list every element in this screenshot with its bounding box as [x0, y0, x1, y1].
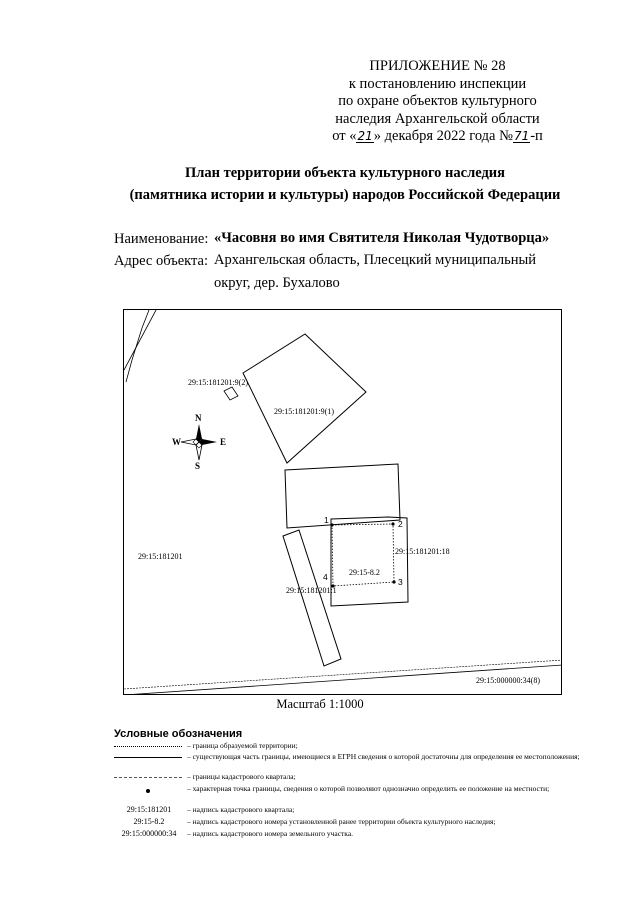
boundary-point-2: [391, 522, 394, 525]
label-parcel-9-2: 29:15:181201:9(2): [188, 378, 248, 387]
legend-row: [114, 784, 584, 798]
legend-desc: – надпись кадастрового номера установленной ранее территории объекта культурного наследия;: [187, 817, 496, 826]
point-label-1: 1: [324, 515, 329, 525]
date-suffix: -п: [530, 128, 543, 144]
handwritten-day: 21: [357, 129, 373, 143]
road-line: [126, 310, 149, 382]
point-label-3: 3: [398, 577, 403, 587]
label-parcel-18: 29:15:181201:18: [395, 547, 450, 556]
legend-desc: – граница образуемой территории;: [187, 741, 298, 750]
legend-desc: – характерная точка границы, сведения о которой позволяют однозначно определить ее положение на местности;: [187, 784, 550, 793]
map-scale: Масштаб 1:1000: [276, 697, 364, 711]
parcel-9-1: [243, 334, 366, 463]
compass-south: S: [195, 461, 201, 471]
appendix-title: ПРИЛОЖЕНИЕ № 28: [369, 58, 506, 74]
address-label: Адрес объекта:: [114, 253, 208, 269]
point-label-2: 2: [398, 519, 403, 529]
parcel-9-2: [224, 387, 238, 400]
road-line: [124, 310, 156, 370]
legend-row: [114, 752, 584, 766]
parcel-18: [331, 517, 408, 606]
compass-west: W: [172, 437, 181, 447]
label-parcel-1: 29:15:181201:1: [286, 586, 337, 595]
legend-symbol-solid: [114, 752, 184, 766]
title-line-1: План территории объекта культурного наследия: [184, 165, 505, 181]
legend-desc: – границы кадастрового квартала;: [187, 772, 296, 781]
address-line-1: Архангельская область, Плесецкий муниципальный: [214, 252, 536, 268]
legend-symbol-point: [114, 784, 184, 798]
legend-desc: – существующая часть границы, имеющиеся в ЕГРН сведения о которой достаточны для определения ее местоположения;: [187, 752, 580, 761]
legend-desc: – надпись кадастрового номера земельного участка.: [187, 829, 354, 838]
legend-desc: – надпись кадастрового квартала;: [187, 805, 295, 814]
appendix-line: наследия Архангельской области: [335, 110, 540, 127]
legend-title: Условные обозначения: [114, 728, 243, 740]
handwritten-number: 71: [513, 129, 530, 143]
legend-symbol-text: 29:15:000000:34: [121, 829, 177, 838]
map-drawing: [124, 310, 562, 695]
compass-rose-icon: [181, 424, 217, 460]
boundary-point-3: [392, 580, 395, 583]
parcel-1: [283, 530, 341, 666]
legend-symbol-text: 29:15-8.2: [133, 817, 165, 826]
label-parcel-34-8: 29:15:000000:34(8): [476, 676, 540, 685]
appendix-line: по охране объектов культурного: [338, 93, 537, 109]
legend-symbol-text: 29:15:181201: [126, 805, 172, 814]
label-parcel-9-1: 29:15:181201:9(1): [274, 407, 334, 416]
point-label-4: 4: [323, 572, 328, 582]
compass-east: E: [220, 437, 227, 447]
name-label: Наименование:: [114, 231, 209, 247]
label-quarter: 29:15:181201: [138, 552, 183, 561]
date-middle: » декабря 2022 года №: [373, 128, 513, 144]
cadastral-map: [123, 309, 562, 695]
appendix-date-line: [300, 128, 575, 146]
date-prefix: от «: [332, 128, 357, 144]
label-territory: 29:15-8.2: [349, 568, 380, 577]
appendix-line: к постановлению инспекции: [348, 75, 527, 92]
title-line-2: (памятника истории и культуры) народов Российской Федерации: [129, 187, 561, 203]
appendix-header: [300, 58, 575, 146]
document-title: [80, 162, 610, 206]
legend-row: [114, 829, 584, 843]
address-line-2: округ, дер. Бухалово: [214, 275, 340, 291]
name-value: «Часовня во имя Святителя Николая Чудотворца»: [214, 230, 550, 246]
boundary-point-1: [330, 523, 333, 526]
compass-north: N: [195, 413, 202, 423]
